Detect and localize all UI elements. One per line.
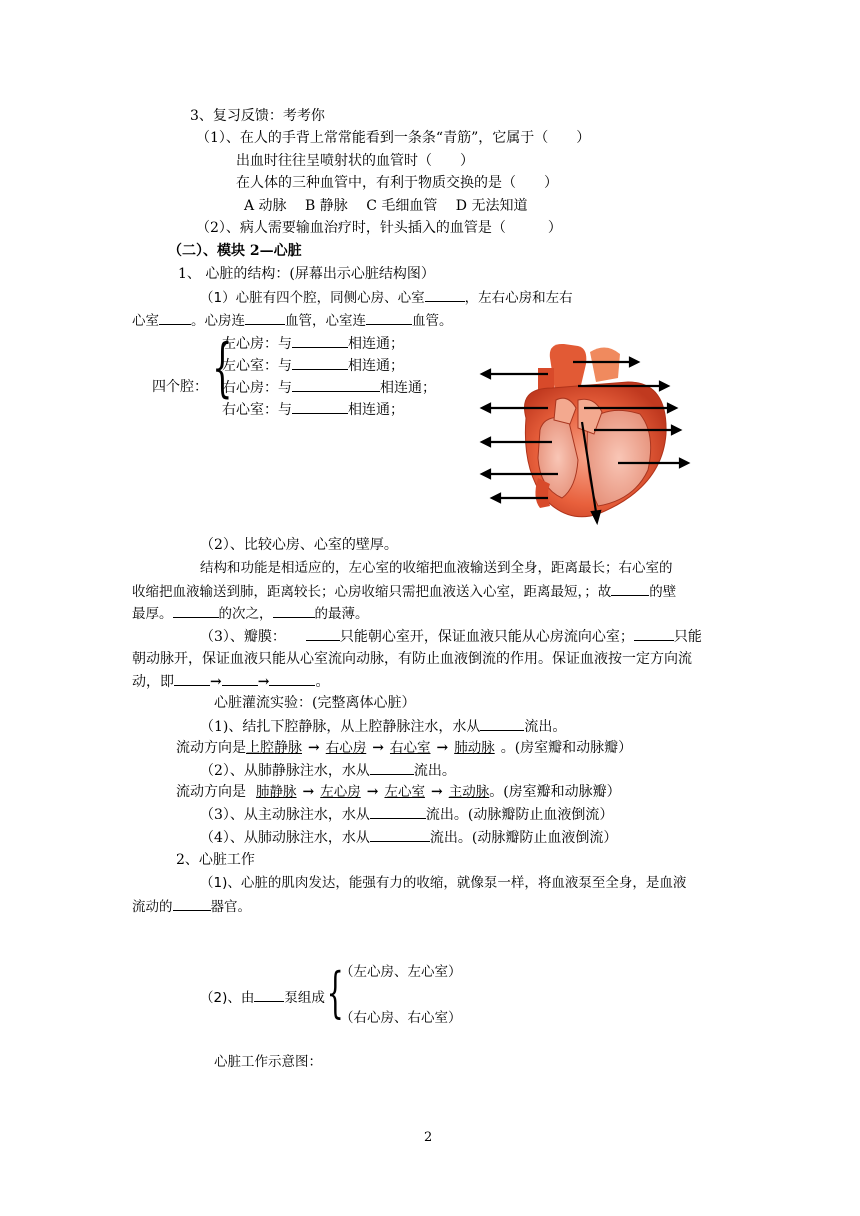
answer-options: A 动脉 B 静脉 C 毛细血管 D 无法知道 xyxy=(244,198,528,214)
page-number: 2 xyxy=(424,1130,433,1145)
pump-brace: { xyxy=(326,961,344,1024)
experiment-4: （4）、从肺动脉注水，水从 流出。(动脉瓣防止血液倒流） xyxy=(200,830,618,846)
experiment-2: （2）、从肺静脉注水，水从 流出。 xyxy=(200,763,456,779)
chamber-right-atrium: 右心房：与 相连通； xyxy=(222,380,436,396)
experiment-1: （1)、结扎下腔静脉，从上腔静脉注水，水从 流出。 xyxy=(200,719,567,735)
four-chambers-label: 四个腔： xyxy=(152,379,208,395)
blank xyxy=(366,311,412,325)
left-brace: { xyxy=(212,331,233,405)
module-2-title: （二）、模块 2—心脏 xyxy=(168,243,302,259)
paragraph-1-line-2: 心室 。心房连 血管，心室连 血管。 xyxy=(132,313,453,329)
flow-direction-1: 流动方向是上腔静脉 → 右心房 → 右心室 → 肺动脉 。(房室瓣和动脉瓣） xyxy=(176,740,633,756)
pump-right: （右心房、右心室） xyxy=(340,1010,462,1026)
paragraph-3-line-1: （3）、瓣膜： 只能朝心室开，保证血液只能从心房流向心室； 只能 xyxy=(200,629,702,645)
chamber-right-ventricle: 右心室：与 相连通； xyxy=(222,402,404,418)
heart-structure-heading: 1、 心脏的结构：(屏幕出示心脏结构图） xyxy=(178,266,435,282)
pump-composition: （2)、由 泵组成 xyxy=(200,990,325,1006)
question-1: （1）、在人的手背上常常能看到一条条“青筋”，它属于（ ） xyxy=(196,130,591,146)
heart-work-line-2: 流动的 器官。 xyxy=(132,899,251,915)
blank xyxy=(159,311,191,325)
section-3-title: 3、复习反馈：考考你 xyxy=(190,108,325,124)
pulmonary-artery-shape xyxy=(590,347,620,382)
paragraph-2-heading: （2）、比较心房、心室的壁厚。 xyxy=(200,537,398,553)
chamber-left-atrium: 左心房：与 相连通； xyxy=(222,336,404,352)
paragraph-3-line-2: 朝动脉开，保证血液只能从心室流向动脉，有防止血液倒流的作用。保证血液按一定方向流 xyxy=(132,651,692,667)
heart-diagram xyxy=(478,338,698,528)
paragraph-3-line-3: 动，即 → → 。 xyxy=(132,674,330,690)
blank xyxy=(245,311,285,325)
paragraph-2-line-1: 结构和功能是相适应的，左心室的收缩把血液输送到全身，距离最长；右心室的 xyxy=(200,560,673,576)
heart-work-line-1: （1)、心脏的肌肉发达，能强有力的收缩，就像泵一样，将血液泵至全身，是血液 xyxy=(200,875,687,891)
paragraph-2-line-2: 收缩把血液输送到肺，距离较长；心房收缩只需把血液送入心室，距离最短，；故 的壁 xyxy=(132,584,677,600)
blank xyxy=(425,288,465,302)
chamber-left-ventricle: 左心室：与 相连通； xyxy=(222,358,404,374)
experiment-3: （3）、从主动脉注水，水从 流出。(动脉瓣防止血液倒流） xyxy=(200,807,614,823)
flow-direction-2: 流动方向是 肺静脉 → 左心房 → 左心室 → 主动脉。(房室瓣和动脉瓣） xyxy=(176,784,621,800)
question-1b: 出血时往往呈喷射状的血管时（ ） xyxy=(236,153,474,169)
pump-left: （左心房、左心室） xyxy=(340,964,462,980)
paragraph-2-line-3: 最厚。 的次之， 的最薄。 xyxy=(132,606,369,622)
question-1c: 在人体的三种血管中，有利于物质交换的是（ ） xyxy=(236,175,558,191)
heart-work-diagram-label: 心脏工作示意图： xyxy=(214,1054,322,1070)
paragraph-1-line-1: （1）心脏有四个腔，同侧心房、心室 ，左右心房和左右 xyxy=(200,290,573,306)
heart-work-heading: 2、心脏工作 xyxy=(176,852,255,868)
question-2: （2）、病人需要输血治疗时，针头插入的血管是（ ） xyxy=(196,220,562,236)
experiment-title: 心脏灌流实验：(完整离体心脏） xyxy=(214,695,416,711)
